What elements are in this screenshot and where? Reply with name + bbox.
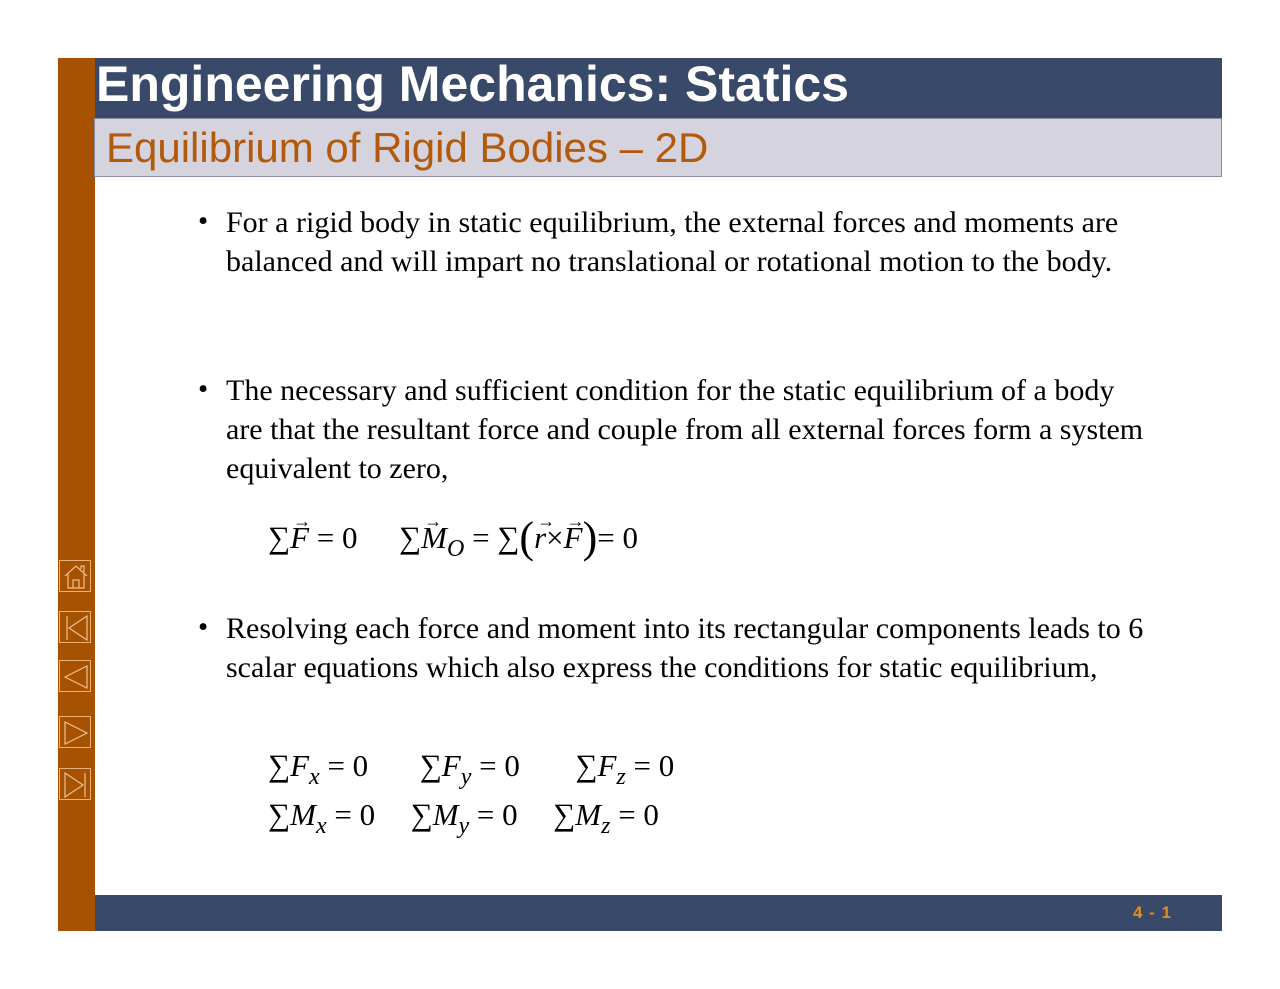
sum-symbol: ∑	[575, 748, 598, 783]
force-symbol: F	[290, 520, 310, 555]
page-number: 4 - 1	[1132, 903, 1172, 922]
force-symbol: F	[563, 520, 583, 555]
sum-symbol: ∑	[553, 797, 576, 832]
equals-zero: = 0	[597, 520, 638, 555]
home-button[interactable]	[59, 560, 91, 592]
bullet-text-1: For a rigid body in static equilibrium, the external forces and moments are balanced and will impart no translational or rotational motion to the body.	[226, 206, 1119, 278]
bullet-marker: •	[198, 205, 209, 237]
position-vector	[534, 518, 546, 558]
sum-symbol: ∑	[399, 520, 422, 555]
moment-component-equations	[268, 795, 659, 839]
sum-symbol: ∑	[268, 748, 291, 783]
page-subtitle: Equilibrium of Rigid Bodies – 2D	[106, 124, 709, 171]
moment-symbol: M	[421, 520, 447, 555]
moment-vector	[421, 518, 447, 558]
last-slide-icon	[60, 769, 92, 801]
previous-slide-icon	[60, 661, 92, 693]
home-icon	[60, 561, 92, 593]
force-vector	[290, 518, 309, 558]
bullet-marker: •	[198, 611, 209, 643]
sum-symbol: ∑	[419, 748, 442, 783]
bullet-text-3: Resolving each force and moment into its rectangular components leads to 6 scalar equations which also express the conditions for static equilibrium,	[226, 612, 1144, 684]
subscript-z: z	[616, 764, 626, 790]
next-slide-button[interactable]	[59, 716, 91, 748]
footer-bar	[95, 895, 1222, 931]
equals-zero: = 0	[334, 797, 376, 832]
equals-zero: = 0	[633, 748, 675, 783]
force-symbol: F	[597, 748, 617, 783]
moment-symbol: M	[290, 797, 316, 832]
equals-zero: = 0	[476, 797, 518, 832]
force-symbol: F	[441, 748, 461, 783]
previous-slide-button[interactable]	[59, 660, 91, 692]
equals-sign: =	[472, 520, 490, 555]
equals-zero: = 0	[479, 748, 520, 783]
last-slide-button[interactable]	[59, 768, 91, 800]
position-symbol: r	[534, 520, 547, 555]
sum-symbol: ∑	[497, 520, 520, 555]
sum-symbol: ∑	[410, 797, 433, 832]
subscript-y: y	[458, 813, 470, 839]
moment-symbol: M	[575, 797, 602, 832]
subscript-x: x	[309, 764, 320, 790]
bullet-text-2: The necessary and sufficient condition for the static equilibrium of a body are that the resultant force and couple from all external forces form a system equivalent to zero,	[226, 374, 1144, 485]
page-title: Engineering Mechanics: Statics	[96, 56, 849, 112]
subscript-z: z	[601, 813, 611, 839]
moment-symbol: M	[432, 797, 459, 832]
force-symbol: F	[290, 748, 310, 783]
cross-symbol: ×	[546, 520, 564, 555]
subscript-y: y	[460, 764, 472, 790]
equals-zero: = 0	[618, 797, 659, 832]
subscript-x: x	[315, 813, 327, 839]
moment-subscript-o: O	[446, 536, 465, 562]
next-slide-icon	[60, 717, 92, 749]
sum-symbol: ∑	[268, 520, 291, 555]
equilibrium-vector-equations	[268, 513, 638, 562]
force-vector	[564, 518, 583, 558]
sum-symbol: ∑	[268, 797, 291, 832]
equals-zero: = 0	[327, 748, 369, 783]
bullet-marker: •	[198, 373, 209, 405]
right-paren: )	[582, 513, 598, 562]
equals-zero: = 0	[316, 520, 358, 555]
force-component-equations	[268, 746, 675, 790]
first-slide-icon	[60, 612, 92, 644]
first-slide-button[interactable]	[59, 611, 91, 643]
left-paren: (	[519, 513, 535, 562]
